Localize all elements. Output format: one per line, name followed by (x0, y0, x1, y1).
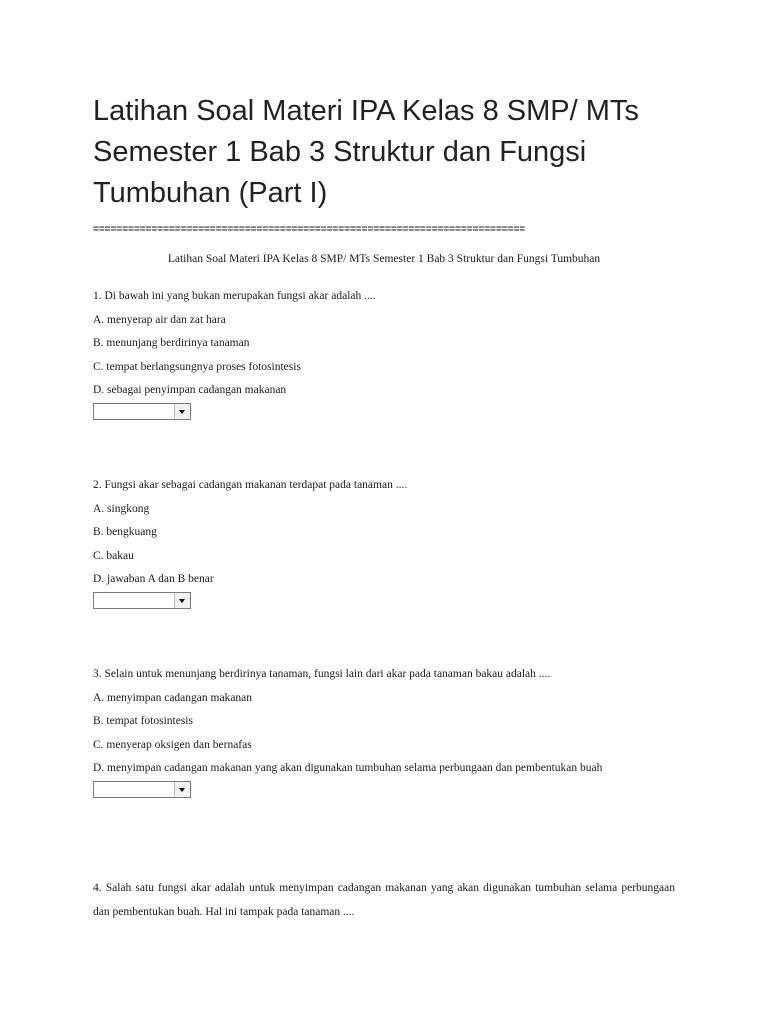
question-1-text: 1. Di bawah ini yang bukan merupakan fungsi akar adalah .... (93, 290, 376, 302)
question-3 (93, 663, 675, 798)
question-3-option-d: D. menyimpan cadangan makanan yang akan digunakan tumbuhan selama perbungaan dan pembentukan buah (93, 762, 603, 774)
question-1-answer-select[interactable] (93, 403, 191, 420)
separator-line: ========================================================================== (93, 224, 526, 235)
document-page (93, 0, 675, 918)
question-2-option-d: D. jawaban A dan B benar (93, 573, 214, 585)
document-subtitle: Latihan Soal Materi IPA Kelas 8 SMP/ MTs Semester 1 Bab 3 Struktur dan Fungsi Tumbuhan (167, 253, 601, 265)
question-1-option-d: D. sebagai penyimpan cadangan makanan (93, 384, 287, 396)
question-2-text: 2. Fungsi akar sebagai cadangan makanan terdapat pada tanaman .... (93, 479, 408, 491)
question-1-option-b: B. menunjang berdirinya tanaman (93, 337, 250, 349)
chevron-down-icon (174, 593, 190, 608)
question-1 (93, 285, 675, 420)
question-3-option-a: A. menyimpan cadangan makanan (93, 691, 253, 704)
chevron-down-icon (174, 404, 190, 419)
chevron-down-icon (174, 782, 190, 797)
question-4 (93, 877, 675, 924)
question-3-option-c: C. menyerap oksigen dan bernafas (93, 738, 252, 751)
question-2-option-c: C. bakau (93, 549, 134, 562)
question-2-option-b: B. bengkuang (93, 526, 157, 538)
question-3-option-b: B. tempat fotosintesis (93, 715, 193, 727)
question-2-option-a: A. singkong (93, 502, 150, 515)
question-4-text: 4. Salah satu fungsi akar adalah untuk menyimpan cadangan makanan yang akan digunakan tumbuhan selama perbungaan dan pembentukan buah. Hal ini tampak pada tanaman .... (93, 882, 675, 918)
page-title: Latihan Soal Materi IPA Kelas 8 SMP/ MTs Semester 1 Bab 3 Struktur dan Fungsi Tumbuhan (Part I) (93, 95, 639, 209)
question-2 (93, 474, 675, 609)
question-3-text: 3. Selain untuk menunjang berdirinya tanaman, fungsi lain dari akar pada tanaman bakau adalah .... (93, 668, 551, 680)
question-1-option-c: C. tempat berlangsungnya proses fotosintesis (93, 360, 301, 373)
question-1-option-a: A. menyerap air dan zat hara (93, 313, 226, 326)
question-2-answer-select[interactable] (93, 592, 191, 609)
question-3-answer-select[interactable] (93, 781, 191, 798)
